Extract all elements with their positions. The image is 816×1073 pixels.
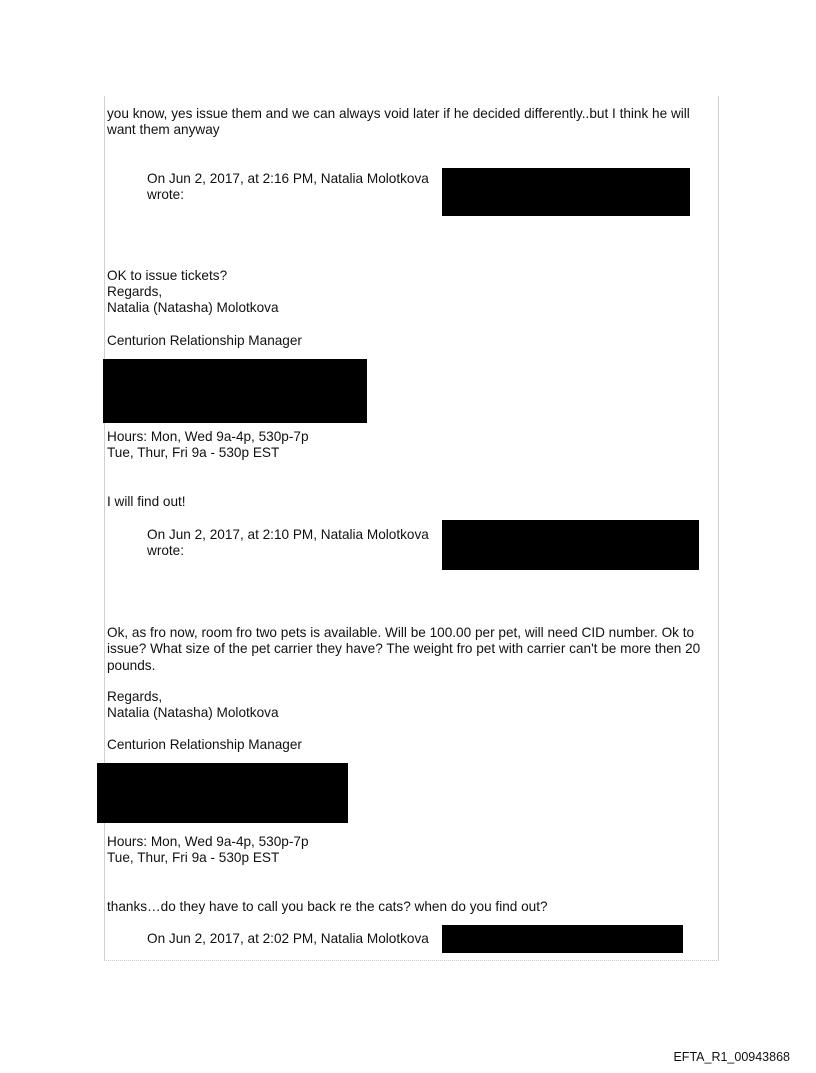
reply-1-text: you know, yes issue them and we can always void later if he decided differently..but I think he will want them anyway bbox=[107, 106, 690, 138]
msg-1-line-1: OK to issue tickets? bbox=[107, 268, 228, 283]
msg-1-sender-name: Natalia (Natasha) Molotkova bbox=[107, 300, 279, 315]
quote-2-header: On Jun 2, 2017, at 2:10 PM, Natalia Molotkova bbox=[147, 527, 429, 542]
document-id-footer: EFTA_R1_00943868 bbox=[673, 1049, 790, 1064]
redacted-email-address-2 bbox=[442, 520, 699, 570]
msg-1-sender-title: Centurion Relationship Manager bbox=[107, 333, 302, 348]
reply-2-text: I will find out! bbox=[107, 494, 186, 509]
msg-1-hours-line-1: Hours: Mon, Wed 9a-4p, 530p-7p bbox=[107, 429, 309, 444]
reply-3-text: thanks…do they have to call you back re the cats? when do you find out? bbox=[107, 899, 548, 914]
redacted-email-address-3 bbox=[442, 925, 683, 953]
redacted-email-address-1 bbox=[442, 168, 690, 216]
msg-1-regards: Regards, bbox=[107, 284, 163, 299]
quote-1-wrote: wrote: bbox=[147, 187, 185, 202]
msg-2-hours-line-2: Tue, Thur, Fri 9a - 530p EST bbox=[107, 850, 280, 865]
msg-2-sender-title: Centurion Relationship Manager bbox=[107, 737, 302, 752]
quote-1-header: On Jun 2, 2017, at 2:16 PM, Natalia Molotkova bbox=[147, 171, 429, 186]
msg-1-hours-line-2: Tue, Thur, Fri 9a - 530p EST bbox=[107, 445, 280, 460]
msg-2-regards: Regards, bbox=[107, 689, 163, 704]
msg-2-sender-name: Natalia (Natasha) Molotkova bbox=[107, 705, 279, 720]
quote-2-wrote: wrote: bbox=[147, 543, 185, 558]
msg-2-hours-line-1: Hours: Mon, Wed 9a-4p, 530p-7p bbox=[107, 834, 309, 849]
msg-2-body: Ok, as fro now, room fro two pets is available. Will be 100.00 per pet, will need CID number. Ok to issue? What size of the pet carrier they have? The weight fro pet with carrier can't be more then 20 pounds. bbox=[107, 625, 701, 673]
redacted-signature-block-1 bbox=[103, 359, 367, 423]
redacted-signature-block-2 bbox=[97, 763, 348, 823]
quote-3-header: On Jun 2, 2017, at 2:02 PM, Natalia Molotkova bbox=[147, 931, 429, 946]
